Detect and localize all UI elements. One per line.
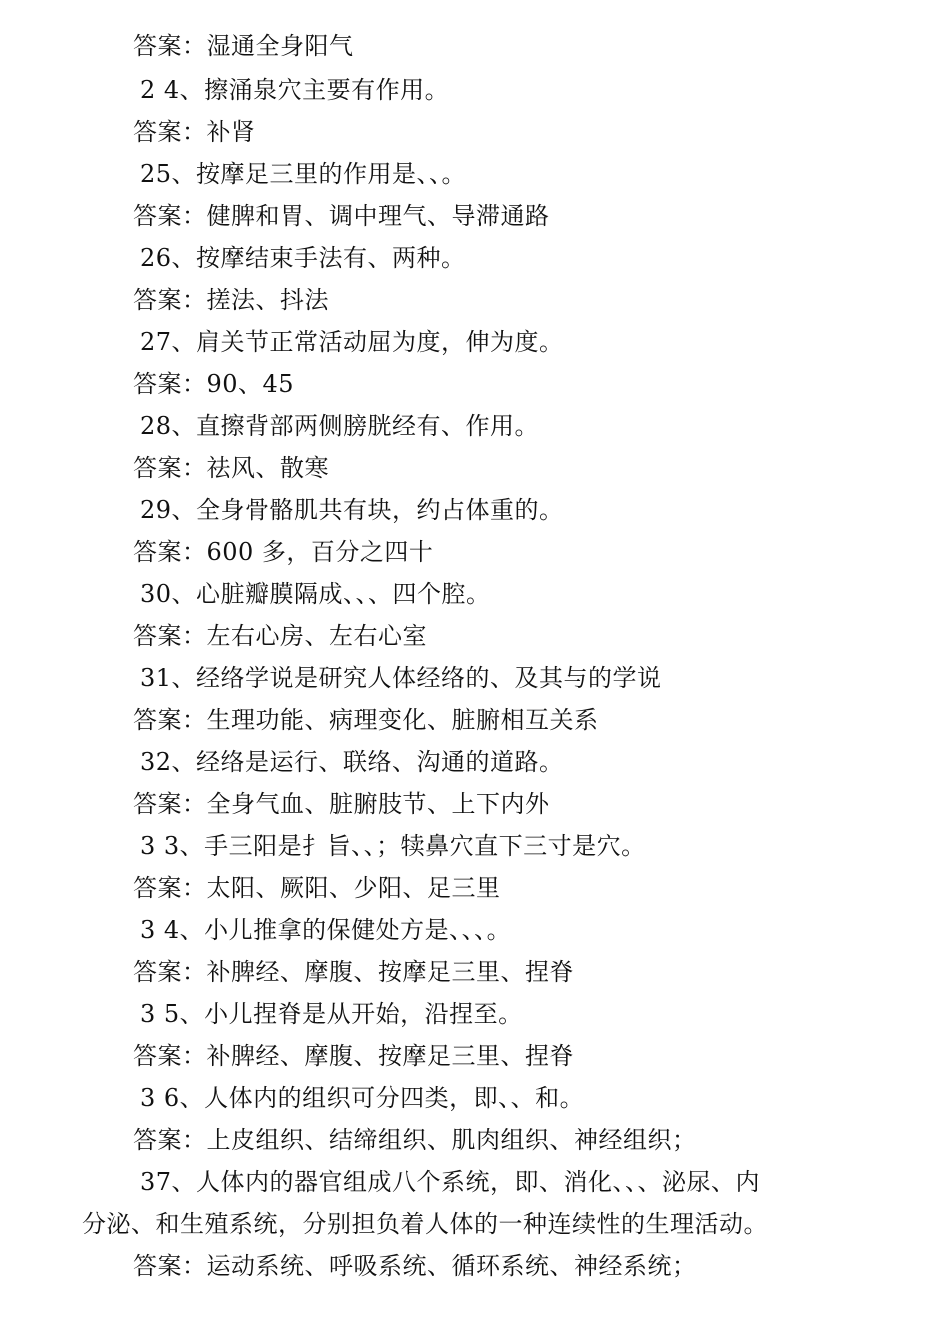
answer-line: 答案：太阳、厥阳、少阳、足三里 [133,874,501,902]
question-line: 31、经络学说是研究人体经络的、及其与的学说 [140,664,662,692]
question-line: 30、心脏瓣膜隔成、、、四个腔。 [140,580,491,608]
question-line: 3 5、小儿捏脊是从开始，沿捏至。 [140,1000,523,1028]
answer-line: 答案：生理功能、病理变化、脏腑相互关系 [133,706,599,734]
answer-line: 答案：运动系统、呼吸系统、循环系统、神经系统； [133,1252,697,1280]
answer-line: 答案：湿通全身阳气 [133,32,354,60]
question-line: 3 6、人体内的组织可分四类，即、、和。 [140,1084,585,1112]
answer-line: 答案：补脾经、摩腹、按摩足三里、捏脊 [133,1042,574,1070]
question-line: 3 3、手三阳是扌旨、、；犊鼻穴直下三寸是穴。 [140,832,646,860]
answer-line: 答案：90、45 [133,370,295,398]
question-line: 27、肩关节正常活动屈为度，伸为度。 [140,328,564,356]
answer-line: 答案：祛风、散寒 [133,454,329,482]
answer-line: 答案：补脾经、摩腹、按摩足三里、捏脊 [133,958,574,986]
answer-line: 答案：左右心房、左右心室 [133,622,427,650]
answer-line: 答案：全身气血、脏腑肢节、上下内外 [133,790,550,818]
question-line: 29、全身骨骼肌共有块，约占体重的。 [140,496,564,524]
answer-line: 答案：补肾 [133,118,256,146]
answer-line: 答案：搓法、抖法 [133,286,329,314]
question-continuation-line: 分泌、和生殖系统，分别担负着人体的一种连续性的生理活动。 [82,1210,768,1238]
question-line: 25、按摩足三里的作用是、、。 [140,160,467,188]
question-line: 28、直擦背部两侧膀胱经有、作用。 [140,412,540,440]
answer-line: 答案：上皮组织、结缔组织、肌肉组织、神经组织； [133,1126,697,1154]
question-line: 3 4、小儿推拿的保健处方是、、、。 [140,916,512,944]
question-line: 32、经络是运行、联络、沟通的道路。 [140,748,564,776]
answer-line: 答案：健脾和胃、调中理气、导滞通路 [133,202,550,230]
question-line: 2 4、擦涌泉穴主要有作用。 [140,76,450,104]
answer-line: 答案：600 多，百分之四十 [133,538,434,566]
question-line: 26、按摩结束手法有、两种。 [140,244,466,272]
question-line: 37、人体内的器官组成八个系统，即、消化、、、泌尿、内 [140,1168,761,1196]
